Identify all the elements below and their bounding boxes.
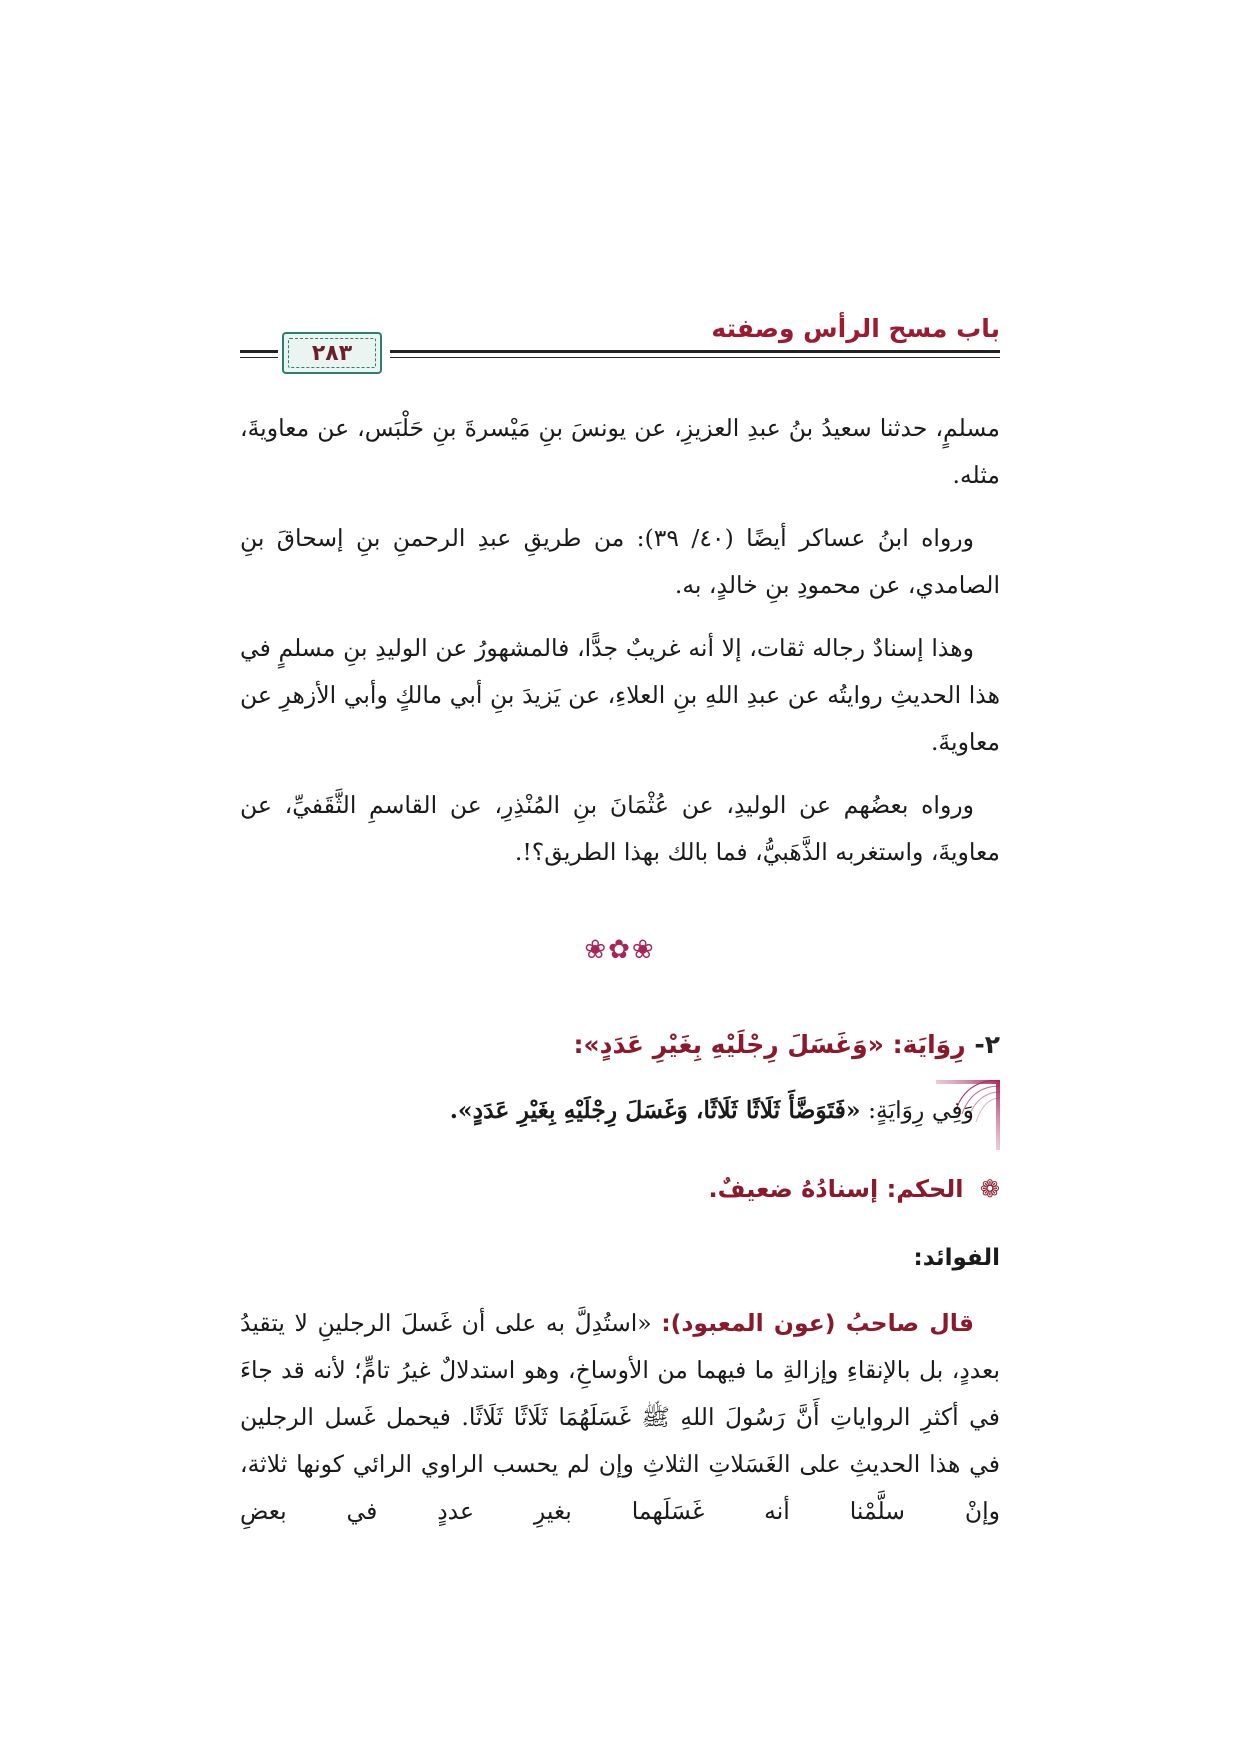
header-rule-left-thin xyxy=(240,357,278,358)
ruling-label: الحكم: xyxy=(886,1175,964,1203)
paragraph: مسلمٍ، حدثنا سعيدُ بنُ عبدِ العزيزِ، عن يونسَ بنِ مَيْسرةَ بنِ حَلْبَس، عن معاويةَ، مثله. xyxy=(240,414,1000,489)
running-header xyxy=(240,300,1000,380)
narration-title: رِوَايَة: «وَغَسَلَ رِجْلَيْهِ بِغَيْرِ عَدَدٍ»: xyxy=(573,1030,966,1059)
header-rule-left xyxy=(240,350,278,353)
flower-icon: ❁ xyxy=(979,1175,1000,1203)
commentary-author: قال صاحبُ (عون المعبود): xyxy=(661,1309,975,1337)
narration-number: ٢- xyxy=(974,1030,1000,1059)
ruling-value: إسنادُهُ ضعيفٌ. xyxy=(708,1175,879,1203)
page-number-frame xyxy=(282,332,382,374)
narration-quote: «فَتَوَضَّأَ ثَلَاثًا ثَلَاثًا، وَغَسَلَ رِجْلَيْهِ بِغَيْرِ عَدَدٍ». xyxy=(449,1096,861,1124)
header-rule-right xyxy=(390,350,1000,353)
narration-heading xyxy=(240,1030,1000,1059)
ornament-separator: ❀✿❀ xyxy=(584,935,656,965)
body-text xyxy=(240,405,1000,892)
paragraph: وهذا إسنادٌ رجاله ثقات، إلا أنه غريبٌ جدًّا، فالمشهورُ عن الوليدِ بنِ مسلمٍ في هذا الحديثِ روايتُه عن عبدِ اللهِ بنِ العلاءِ، عن يَزيدَ بنِ أبي مالكٍ وأبي الأزهرِ عن معاويةَ. xyxy=(240,634,1000,756)
commentary-text: «استُدِلَّ به على أن غَسلَ الرجلينِ لا يتقيدُ بعددٍ، بل بالإنقاءِ وإزالةِ ما فيهما من الأوساخِ، وهو استدلالٌ غيرُ تامٍّ؛ لأنه قد جاءَ في أكثرِ الرواياتِ أَنَّ رَسُولَ اللهِ ﷺ غَسَلَهُمَا ثَلَاثًا ثَلَاثًا. فيحمل غَسل الرجلين في هذا الحديثِ على الغَسَلاتِ الثلاثِ وإن لم يحسب الراوي الرائي كونها ثلاثة، وإنْ سلَّمْنا أنه غَسَلَهما بغيرِ عددٍ في بعضِ xyxy=(240,1309,1000,1525)
ruling xyxy=(240,1175,1000,1203)
commentary-paragraph xyxy=(240,1300,1000,1535)
paragraph: ورواه بعضُهم عن الوليدِ، عن عُثْمَانَ بنِ المُنْذِرِ، عن القاسمِ الثَّقَفيِّ، عن معاويةَ، واستغربه الذَّهَبيُّ، فما بالك بهذا الطريق؟!. xyxy=(240,791,1000,866)
benefits-heading: الفوائد: xyxy=(913,1245,1000,1271)
page-number: ٢٨٣ xyxy=(311,340,353,366)
paragraph: ورواه ابنُ عساكر أيضًا (٤٠/ ٣٩): من طريقِ عبدِ الرحمنِ بنِ إسحاقَ بنِ الصامدي، عن محمودِ بنِ خالدٍ، به. xyxy=(240,524,1000,599)
narration-intro: وَفِي رِوَايَةٍ: xyxy=(860,1096,974,1124)
header-rule-right-thin xyxy=(390,357,1000,358)
narration-quote-text xyxy=(450,1096,974,1124)
narration-quote-box xyxy=(240,1080,1000,1150)
chapter-title: باب مسح الرأس وصفته xyxy=(711,314,1000,343)
